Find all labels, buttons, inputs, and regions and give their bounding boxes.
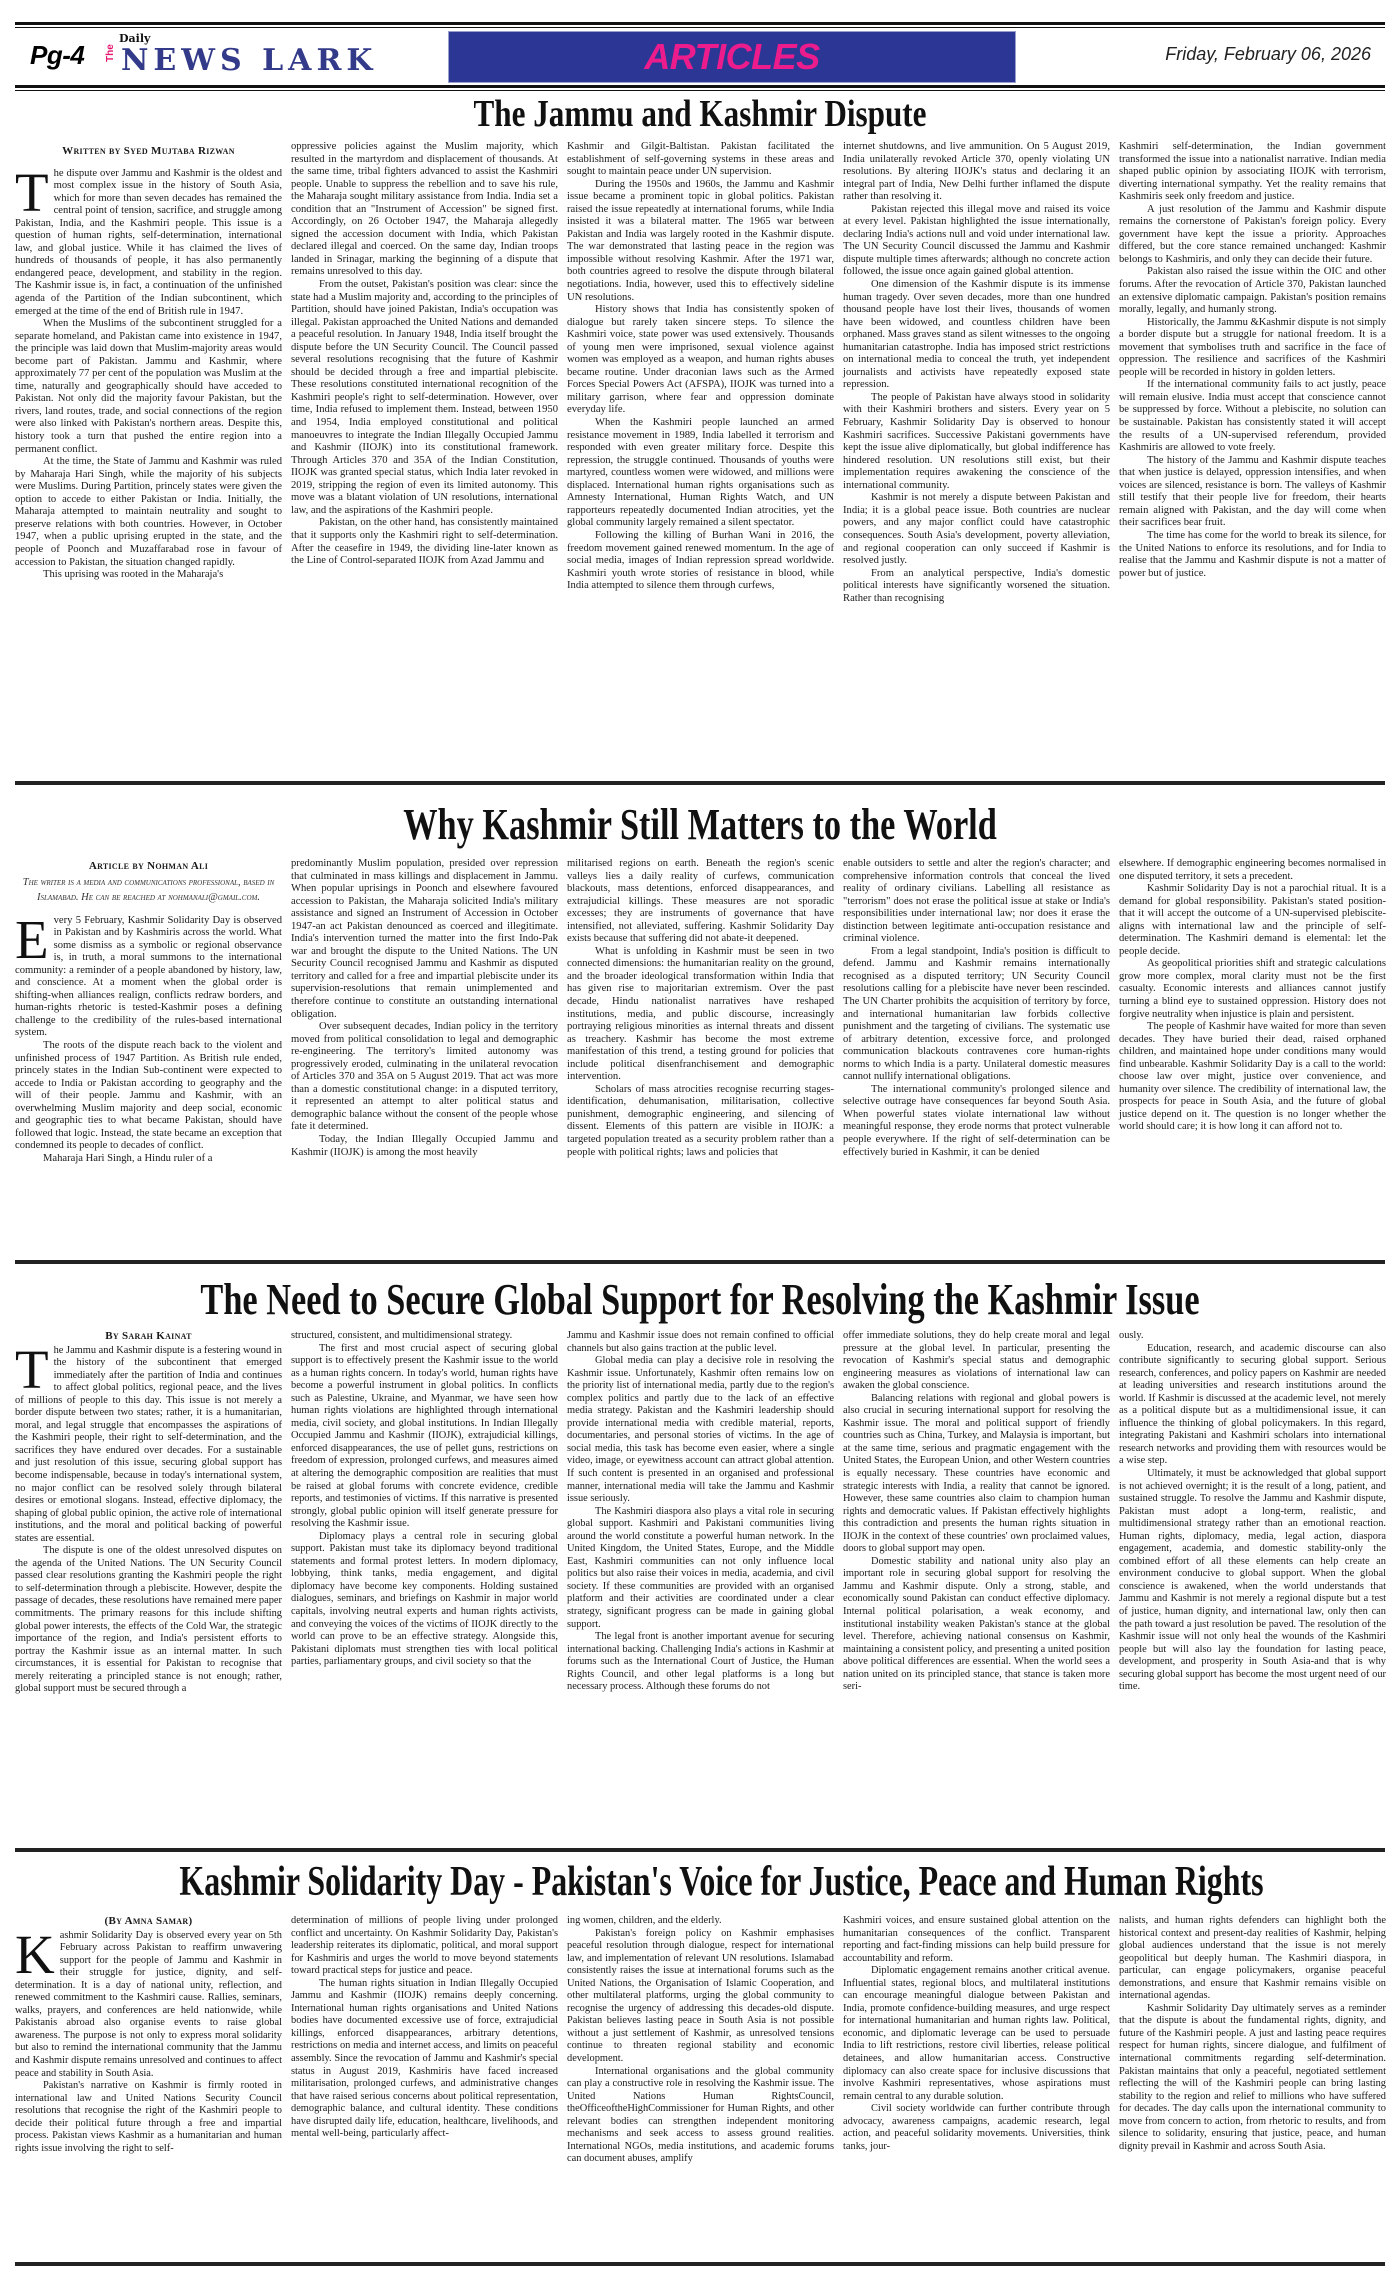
article-divider (15, 1260, 1385, 1264)
paragraph: he dispute over Jammu and Kashmir is the oldest and most complex issue in the history of South Asia, which for more than seven decades has remained the central point of tension, sacrifice, and struggle among Pakistan, India, and the Kashmiri people. This issue is a question of human rights, self-determination, international law, and global justice. While it has claimed the lives of hundreds of thousands of people, it has also permanently endangered peace, development, and stability in the region. The Kashmir issue is, in fact, a continuation of the unfinished agenda of the Partition of the Indian subcontinent, which emerged at the time of the end of British rule in 1947. (15, 167, 282, 317)
article-3-column-5 (1119, 1330, 1386, 1696)
paragraph: A just resolution of the Jammu and Kashmir dispute remains the cornerstone of Pakistan's foreign policy. Every government have kept the issue a priority. Approaches differed, but the core stance remained unchanged: Kashmir belongs to Kashmiris, and only they can decide their future. (1119, 203, 1386, 265)
paragraph: Kashmir and Gilgit-Baltistan. Pakistan facilitated the establishment of self-governing systems in these areas and sought to maintain peace under UN supervision. (567, 141, 834, 178)
paragraph: The international community's prolonged silence and selective outrage have consequences far beyond South Asia. When powerful states violate international law without meaningful response, they erode norms that protect vulnerable people everywhere. If the right of self-determination can be effectively buried in Kashmir, it can be denied (843, 1083, 1110, 1158)
paragraph: History shows that India has consistently spoken of dialogue but rarely taken sincere steps. To silence the Kashmiri voice, state power was used extensively. Thousands of young men were imprisoned, sexual violence against women was employed as a weapon, and human rights abuses became routine. Under draconian laws such as the Armed Forces Special Powers Act (AFSPA), IIOJK was turned into a military garrison, where fear and oppression dominate everyday life. (567, 304, 834, 416)
article-4-column-4 (843, 1915, 1110, 2166)
logo-daily: Daily (119, 32, 151, 45)
article-2-column-1 (15, 858, 282, 1165)
paragraph: nalists, and human rights defenders can highlight both the historical context and present-day realities of Kashmir, helping global audiences understand that the issue is not merely geopolitical but deeply human. The Kashmiri diaspora, in particular, can engage policymakers, organise peaceful demonstrations, and ensure that Kashmir remains visible on international agendas. (1119, 1915, 1386, 2002)
article-1-headline: The Jammu and Kashmir Dispute (473, 93, 927, 135)
paragraph: Pakistan, on the other hand, has consistently maintained that it supports only the Kashmiri right to self-determination. After the ceasefire in 1949, the dividing line-later known as the Line of Control-separated IIOJK from Azad Jammu and (291, 517, 558, 567)
article-3-column-4 (843, 1330, 1110, 1696)
article-4-column-1 (15, 1915, 282, 2166)
article-4-dropcap: K (15, 1923, 55, 1985)
paragraph: Over subsequent decades, Indian policy in the territory moved from political consolidation to legal and demographic re-engineering. The territory's limited autonomy was progressively eroded, culminating in the unilateral revocation of Articles 370 and 35A on 5 August 2019. That act was more than a domestic constitutional change: in a disputed territory, it represented an attempt to alter political status and demographic balance without the consent of the people whose fate it determined. (291, 1021, 558, 1133)
article-2-author-note: The writer is a media and communications professional, based in Islamabad. He can be reached at nohmanali@gmail.com. (22, 876, 275, 903)
paragraph: determination of millions of people living under prolonged conflict and uncertainty. On Kashmir Solidarity Day, Pakistan's leadership reiterates its diplomatic, political, and moral support for Kashmiris and urges the world to move beyond statements toward practical steps for justice and peace. (291, 1915, 558, 1977)
article-divider (15, 1848, 1385, 1852)
paragraph: structured, consistent, and multidimensional strategy. (291, 1330, 513, 1341)
paragraph: Pakistan's foreign policy on Kashmir emphasises peaceful resolution through dialogue, respect for international law, and implementation of relevant UN resolutions. Islamabad consistently raises the issue at international forums such as the United Nations, the Organisation of Islamic Cooperation, and other multilateral platforms, urging the global community to recognise the urgency of addressing this decades-old dispute. Pakistan believes lasting peace in South Asia is not possible without a just settlement of Kashmir, as unresolved tensions continue to threaten regional stability and economic development. (567, 1927, 834, 2065)
logo-the: The (105, 44, 116, 62)
paragraph: Kashmir is not merely a dispute between Pakistan and India; it is a global peace issue. Both countries are nuclear powers, and any major conflict could have catastrophic consequences. South Asia's development, poverty alleviation, and regional cooperation can only succeed if Kashmir is resolved justly. (843, 492, 1110, 567)
article-3 (15, 1330, 1385, 1696)
article-3-columns (15, 1330, 1385, 1696)
paragraph: The people of Pakistan have always stood in solidarity with their Kashmiri brothers and sisters. Every year on 5 February, Kashmir Solidarity Day is observed to honour Kashmiri sacrifices. Successive Pakistani governments have kept the issue alive diplomatically, but global indifference has hindered resolution. UN resolutions still exist, but their implementation requires awakening the conscience of the international community. (843, 391, 1110, 491)
paragraph: Kashmir Solidarity Day is not a parochial ritual. It is a demand for global responsibility. Pakistan's stated position-that it will accept the outcome of a UN-supervised plebiscite-aligns with international law and the principle of self-determination. The Kashmiri demand is elemental: let the people decide. (1119, 883, 1386, 957)
issue-date: Friday, February 06, 2026 (1165, 44, 1371, 64)
paragraph: ously. (1119, 1330, 1144, 1341)
paragraph: oppressive policies against the Muslim majority, which resulted in the martyrdom and displacement of thousands. At the same time, tribal fighters advanced to assist the Kashmiri people. Unable to suppress the rebellion and to save his rule, the Maharaja sought military assistance from India. India set a condition that an "Instrument of Accession" be signed first. Accordingly, on 26 October 1947, the Maharaja allegedly signed the accession document with India, which Pakistan declared illegal and coerced. On the same day, Indian troops landed in Srinagar, marking the beginning of a dispute that remains unresolved to this day. (291, 141, 558, 278)
article-4-byline: (By Amna Samar) (104, 1915, 193, 1927)
paragraph: The first and most crucial aspect of securing global support is to effectively present the Kashmir issue to the world as a human rights concern. In today's world, human rights have become a powerful instrument in global politics. In conflicts such as Palestine, Ukraine, and Myanmar, we have seen how human rights violations are highlighted through international media, civil society, and global institutions. In Indian Illegally Occupied Jammu and Kashmir (IIOJK), extrajudicial killings, enforced disappearances, the use of pellet guns, restrictions on freedom of expression, prolonged curfews, and measures aimed at altering the demographic composition are realities that must be raised at global forums with concrete evidence, credible reports, and testimonies of victims. If this narrative is presented strongly, global public opinion will itself generate pressure for resolving the Kashmir issue. (291, 1342, 558, 1530)
section-title: ARTICLES (644, 36, 820, 77)
section-banner (448, 31, 1016, 83)
paragraph: From a legal standpoint, India's position is difficult to defend. Jammu and Kashmir remains internationally recognised as a disputed territory; UN Security Council resolutions calling for a plebiscite have never been rescinded. The UN Charter prohibits the acquisition of territory by force, and international humanitarian law forbids collective punishment and the targeting of civilians. The systematic use of arbitrary detention, excessive force, and prolonged communication blackouts contravenes core human-rights norms to which India is a party. Unilateral domestic measures cannot nullify international obligations. (843, 945, 1110, 1083)
article-4 (15, 1915, 1385, 2166)
paragraph: Today, the Indian Illegally Occupied Jammu and Kashmir (IIOJK) is among the most heavily (291, 1134, 558, 1158)
paragraph: When the Muslims of the subcontinent struggled for a separate homeland, and Pakistan came into existence in 1947, the principle was laid down that Muslim-majority areas would become part of Pakistan. Jammu and Kashmir, where approximately 77 per cent of the population was Muslim at the time, naturally and geographically should have acceded to Pakistan. Not only did the majority favour Pakistan, but the rivers, land routes, trade, and social connections of the region were also linked with Pakistan's northern areas. Despite this, history took a turn that pushed the entire region into a permanent conflict. (15, 318, 282, 455)
article-3-column-3 (567, 1330, 834, 1696)
page-bottom-rule (15, 2262, 1385, 2266)
paragraph: As geopolitical priorities shift and strategic calculations grow more complex, moral clarity must not be the first casualty. Economic interests and alliances cannot justify turning a blind eye to sustained oppression. History does not forgive neutrality when injustice is plain and persistent. (1119, 958, 1386, 1020)
article-1-column-5 (1119, 141, 1386, 605)
paragraph: ashmir Solidarity Day is observed every year on 5th February across Pakistan to reaffirm unwavering support for the people of Jammu and Kashmir in their struggle for justice, dignity, and self-determination. It is a day of national unity, reflection, and renewed commitment to the Kashmiri cause. Rallies, seminars, walks, prayers, and conferences are held nationwide, while Pakistanis abroad also organise events to raise global awareness. The purpose is not only to express moral solidarity but also to remind the international community that the Jammu and Kashmir dispute remains unresolved and continues to affect peace and stability in South Asia. (15, 1929, 282, 2079)
article-4-column-3 (567, 1915, 834, 2166)
paragraph: From an analytical perspective, India's domestic political interests have significantly worsened the situation. Rather than recognising (843, 567, 1110, 604)
article-1-column-2 (291, 141, 558, 605)
article-2-headline: Why Kashmir Still Matters to the World (403, 800, 997, 849)
article-3-column-1 (15, 1330, 282, 1696)
masthead-bottom-rule (15, 85, 1385, 91)
paragraph: Civil society worldwide can further contribute through advocacy, awareness campaigns, academic research, legal action, and peaceful solidarity movements. Universities, think tanks, jour- (843, 2103, 1110, 2152)
article-4-column-5 (1119, 1915, 1386, 2166)
paragraph: Pakistan also raised the issue within the OIC and other forums. After the revocation of Article 370, Pakistan launched an extensive diplomatic campaign. Pakistan's position remains morally, legally, and humanly strong. (1119, 266, 1386, 316)
paragraph: Education, research, and academic discourse can also contribute significantly to securing global support. Serious research, conferences, and policy papers on Kashmir are needed at leading universities and research institutions around the world. If Kashmir is discussed at the academic level, not merely as a political dispute but as a multidimensional issue, it can influence the thinking of global policymakers. In this regard, integrating Pakistani and Kashmiri scholars into international research networks and providing them with resources would be a wise step. (1119, 1342, 1386, 1467)
paragraph: The roots of the dispute reach back to the violent and unfinished process of 1947 Partition. As British rule ended, princely states in the Indian Sub-continent were expected to accede to India or Pakistan according to geography and the will of their people. Jammu and Kashmir, with an overwhelming Muslim majority and deep social, economic and geographic ties to what became Pakistan, should have followed that logic. Instead, the state became an exception that condemned its people to decades of conflict. (15, 1040, 282, 1152)
paragraph: Global media can play a decisive role in resolving the Kashmir issue. Unfortunately, Kashmir often remains low on the priority list of international media, partly due to the region's complex politics and partly due to the lack of an effective media strategy. Pakistan and the Kashmiri leadership should provide international media with credible material, reports, documentaries, and personal stories of victims. In the age of social media, this task has become even easier, where a single video, image, or eyewitness account can attract global attention. If such content is presented in an organised and professional manner, international media will take the Jammu and Kashmir issue seriously. (567, 1355, 834, 1505)
paragraph: When the Kashmiri people launched an armed resistance movement in 1989, India labelled it terrorism and responded with even greater military force. Despite this repression, the struggle continued. Thousands of youths were martyred, countless women were widowed, and millions were displaced. International human rights organisations such as Amnesty International, Human Rights Watch, and UN rapporteurs repeatedly documented Indian atrocities, yet the global community largely remained a silent spectator. (567, 417, 834, 529)
paragraph: The people of Kashmir have waited for more than seven decades. They have buried their dead, raised orphaned children, and maintained hope under conditions many would find unbearable. Kashmir Solidarity Day is a call to the world: choose law over might, justice over convenience, and humanity over silence. The credibility of international law, the prospects for peace in South Asia, and the future of global justice depend on it. The question is no longer whether the world should care; it is how long it can afford not to. (1119, 1021, 1386, 1133)
article-4-column-2 (291, 1915, 558, 2166)
article-1-column-1 (15, 141, 282, 605)
article-3-headline: The Need to Secure Global Support for Resolving the Kashmir Issue (200, 1275, 1200, 1324)
logo-name: NEWS LARK (121, 43, 378, 78)
paragraph: If the international community fails to act justly, peace will remain elusive. India must accept that conscience cannot be suppressed by force. Without a plebiscite, no solution can be sustainable. Pakistan has consistently stated it will accept the results of a UN-supervised referendum, provided Kashmiris are allowed to vote freely. (1119, 379, 1386, 454)
paragraph: The legal front is another important avenue for securing international backing. Challenging India's actions in Kashmir at forums such as the International Court of Justice, the Human Rights Council, and other legal platforms is a long but necessary process. Although these forums do not (567, 1631, 834, 1693)
article-2-column-2 (291, 858, 558, 1165)
article-2-dropcap: E (15, 908, 49, 970)
paragraph: offer immediate solutions, they do help create moral and legal pressure at the global level. In particular, presenting the revocation of Kashmir's special status and demographic engineering measures as violations of international law can awaken the global conscience. (843, 1330, 1110, 1392)
paragraph: Maharaja Hari Singh, a Hindu ruler of a (43, 1152, 213, 1164)
paragraph: very 5 February, Kashmir Solidarity Day is observed in Pakistan and by Kashmiris across the world. What some dismiss as a symbolic or regional observance is, in truth, a moral summons to the international community: a reminder of a people abandoned by history, law, and conscience. At a moment when the global order is shifting-when alliances realign, conflicts redraw borders, and human-rights rhetoric is tested-Kashmir poses a defining challenge to the credibility of the rules-based international system. (15, 914, 282, 1039)
paragraph: enable outsiders to settle and alter the region's character; and comprehensive information controls that conceal the lived reality of ordinary civilians. Labelling all resistance as "terrorism" does not erase the political issue at stake or India's responsibilities under international law; nor does it erase the distinction between legitimate anti-occupation resistance and criminal violence. (843, 858, 1110, 945)
paragraph: What is unfolding in Kashmir must be seen in two connected dimensions: the humanitarian reality on the ground, and the broader ideological transformation within India that has given rise to majoritarian extremism. Over the past decade, Hindu nationalist narratives have reshaped institutions, media, and public discourse, increasingly portraying religious minorities as internal threats and dissent as treachery. Kashmir has become the most extreme manifestation of this trend, a testing ground for policies that include political disenfranchisement and demographic intervention. (567, 945, 834, 1083)
article-2-column-3 (567, 858, 834, 1165)
paragraph: The time has come for the world to break its silence, for the United Nations to enforce its resolutions, and for India to realise that the Jammu and Kashmir dispute is not a matter of power but of justice. (1119, 529, 1386, 579)
paragraph: The history of the Jammu and Kashmir dispute teaches that when justice is delayed, oppression intensifies, and when voices are silenced, resistance is born. The valleys of Kashmir still testify that their people live for freedom, their hearts remain aligned with Pakistan, and the day will come when their sacrifices bear fruit. (1119, 454, 1386, 529)
article-4-headline: Kashmir Solidarity Day - Pakistan's Voice for Justice, Peace and Human Rights (179, 1859, 1264, 1905)
page-number: Pg-4 (30, 40, 85, 70)
article-1 (15, 141, 1385, 605)
paragraph: internet shutdowns, and live ammunition. On 5 August 2019, India unilaterally revoked Article 370, openly violating UN resolutions. By altering IIOJK's status and declaring it an integral part of India, New Delhi further inflamed the dispute rather than resolving it. (843, 141, 1110, 203)
article-2-column-5 (1119, 858, 1386, 1165)
paragraph: This uprising was rooted in the Maharaja's (43, 569, 224, 581)
paragraph: The Kashmiri diaspora also plays a vital role in securing global support. Kashmiri and Pakistani communities living around the world constitute a powerful human network. In the United Kingdom, the United States, Europe, and the Middle East, Kashmiri communities can not only influence local politics but also raise their voices in media, academia, and civil society. If these communities are provided with an organised platform and their activities are coordinated under a clear strategy, significant progress can be made in gaining global support. (567, 1505, 834, 1630)
article-1-byline: Written by Syed Mujtaba Rizwan (62, 145, 235, 157)
article-4-columns (15, 1915, 1385, 2166)
paragraph: During the 1950s and 1960s, the Jammu and Kashmir issue became a prominent topic in global politics. Pakistan raised the issue repeatedly at international forums, while India insisted it was a bilateral matter. The 1965 war between Pakistan and India was largely rooted in the Kashmir dispute. The war demonstrated that lasting peace in the region was impossible without resolving Kashmir. After the 1971 war, both countries agreed to resolve the dispute through bilateral negotiations. India, however, used this to effectively sideline UN resolutions. (567, 178, 834, 303)
article-1-column-3 (567, 141, 834, 605)
paragraph: Kashmir Solidarity Day ultimately serves as a reminder that the dispute is about the fundamental rights, dignity, and future of the Kashmiri people. A just and lasting peace requires respect for human rights, sincere dialogue, and fulfilment of international commitments regarding self-determination. Pakistan maintains that only a peaceful, negotiated settlement reflecting the will of the Kashmiri people can bring lasting stability to the region and relief to millions who have suffered for decades. The day calls upon the international community to move from concern to action, from rhetoric to results, and from silence to solidarity, ensuring that justice, peace, and human dignity prevail in Kashmir and across South Asia. (1119, 2002, 1386, 2152)
article-divider (15, 781, 1385, 785)
article-3-dropcap: T (15, 1338, 49, 1400)
article-3-column-2 (291, 1330, 558, 1696)
article-2-columns (15, 858, 1385, 1165)
paragraph: International organisations and the global community can play a constructive role in resolving the Kashmir issue. The United Nations Human RightsCouncil, theOfficeoftheHighCommissioner for Human Rights, and other relevant bodies can strengthen independent monitoring mechanisms and seek access to assess ground realities. International NGOs, media institutions, and academic forums can document abuses, amplify (567, 2065, 834, 2165)
article-3-byline: By Sarah Kainat (105, 1330, 192, 1342)
paragraph: elsewhere. If demographic engineering becomes normalised in one disputed territory, it sets a precedent. (1119, 858, 1386, 882)
article-2 (15, 858, 1385, 1165)
paragraph: One dimension of the Kashmir dispute is its immense human tragedy. Over seven decades, more than one hundred thousand people have lost their lives, thousands of women have been widowed, and countless children have been orphaned. Mass graves stand as silent witnesses to the ongoing humanitarian catastrophe. India has imposed strict restrictions on international media to conceal the truth, yet independent journalists and activists have repeatedly exposed state repression. (843, 279, 1110, 391)
paragraph: Ultimately, it must be acknowledged that global support is not achieved overnight; it is the result of a long, patient, and sustained struggle. To resolve the Jammu and Kashmir dispute, Pakistan must adopt a long-term, realistic, and multidimensional strategy rather than an emotional reaction. Human rights, diplomacy, media, legal action, diaspora engagement, academia, and domestic stability-only the combined effort of all these elements can help create an environment conducive to global support. When the global conscience is awakened, when the world understands that Jammu and Kashmir is not merely a regional dispute but a test of justice, human dignity, and international law, only then can the path toward a just resolution be paved. The resolution of the Kashmir issue will not only heal the wounds of the Kashmiri people but will also lay the foundation for lasting peace, development, and prosperity in South Asia-and that is why securing global support has become the most urgent need of our time. (1119, 1468, 1386, 1693)
paragraph: At the time, the State of Jammu and Kashmir was ruled by Maharaja Hari Singh, while the majority of his subjects were Muslims. During Partition, princely states were given the option to accede to either Pakistan or India. Initially, the Maharaja attempted to maintain neutrality and sought to preserve relations with both countries. However, in October 1947, when a public uprising erupted in the state, and the people of Poonch and Muzaffarabad rose in favour of accession to Pakistan, the situation changed rapidly. (15, 456, 282, 568)
masthead (15, 28, 1385, 84)
paragraph: Diplomatic engagement remains another critical avenue. Influential states, regional blocs, and multilateral institutions can encourage meaningful dialogue between Pakistan and India, promote confidence-building measures, and urge respect for international humanitarian and human rights law. Political, economic, and diplomatic leverage can be used to persuade India to lift restrictions, restore civil liberties, release political detainees, and allow humanitarian access. Constructive diplomacy can also create space for inclusive discussions that involve Kashmiri representatives, whose aspirations must remain central to any durable solution. (843, 1965, 1110, 2102)
paragraph: Scholars of mass atrocities recognise recurring stages-identification, dehumanisation, militarisation, collective punishment, demographic engineering, and silencing of dissent. Elements of this pattern are visible in IIOJK: a targeted population treated as a security problem rather than a people with political rights; laws and policies that (567, 1083, 834, 1158)
paragraph: Diplomacy plays a central role in securing global support. Pakistan must take its diplomacy beyond traditional statements and formal protest letters. In modern diplomacy, lobbying, think tanks, media engagement, and digital diplomacy have become key components. Holding sustained dialogues, seminars, and briefings on Kashmir in major world capitals, involving neutral experts and human rights activists, and conveying the voices of the victims of IIOJK directly to the world can prove to be an effective strategy. Alongside this, Pakistani diplomats must strengthen ties with local political parties, parliamentary groups, and civil society so that the (291, 1530, 558, 1668)
paragraph: militarised regions on earth. Beneath the region's scenic valleys lies a daily reality of curfews, communication blackouts, mass detentions, enforced disappearances, and extrajudicial killings. These measures are not sporadic excesses; they are instruments of governance that have intensified, not alleviated, suffering. Kashmir Solidarity Day exists because that suffering did not abate-it deepened. (567, 858, 834, 945)
paragraph: Jammu and Kashmir issue does not remain confined to official channels but also gains traction at the public level. (567, 1330, 834, 1354)
paragraph: The human rights situation in Indian Illegally Occupied Jammu and Kashmir (IIOJK) remains deeply concerning. International human rights organisations and United Nations bodies have documented excessive use of force, extrajudicial killings, enforced disappearances, arbitrary detentions, restrictions on media and internet access, and limits on peaceful assembly. Since the revocation of Jammu and Kashmir's special status in August 2019, Kashmiris have faced increased militarisation, prolonged curfews, and administrative changes that have raised serious concerns about political representation, demographic balance, and cultural identity. These conditions have disrupted daily life, education, healthcare, livelihoods, and mental well-being, particularly affect- (291, 1977, 558, 2140)
paragraph: predominantly Muslim population, presided over repression that culminated in mass killings and displacement in Jammu. When popular uprisings in Poonch and elsewhere favoured accession to Pakistan, the Maharaja solicited India's military assistance and signed an Instrument of Accession in October 1947-an act Pakistan denounced as coerced and illegitimate. India's intervention turned the matter into the first Indo-Pak war and brought the dispute to the United Nations. The UN Security Council recognised Jammu and Kashmir as disputed territory and called for a free and impartial plebiscite under its supervision-resolutions that remain unimplemented and therefore continue to constitute an outstanding international obligation. (291, 858, 558, 1020)
newspaper-logo (105, 32, 378, 80)
paragraph: Balancing relations with regional and global powers is also crucial in securing international support for resolving the Kashmir issue. The moral and political support of friendly countries such as China, Turkey, and Malaysia is important, but at the same time, serious and pragmatic engagement with the United States, the European Union, and other Western countries is equally necessary. These countries have economic and strategic interests with India, a reality that cannot be ignored. However, these same countries also claim to champion human rights and democratic values. If Pakistan effectively highlights this contradiction and presents the human rights situation in IIOJK in the context of these countries' own proclaimed values, doors to global support may open. (843, 1392, 1110, 1555)
article-2-byline: Article by Nohman Ali (88, 860, 209, 872)
paragraph: Kashmiri self-determination, the Indian government transformed the issue into a nationalist narrative. Indian media shaped public opinion by associating IIOJK with terrorism, diverting international sympathy. Yet the reality remains that Kashmiris seek only freedom and justice. (1119, 141, 1386, 203)
paragraph: ing women, children, and the elderly. (567, 1915, 722, 1926)
paragraph: Historically, the Jammu &Kashmir dispute is not simply a border dispute but a struggle for national freedom. It is a movement that symbolises truth and sacrifice in the face of oppression. The resilience and sacrifices of the Kashmiri people will be recorded in history in golden letters. (1119, 316, 1386, 378)
paragraph: Following the killing of Burhan Wani in 2016, the freedom movement gained renewed momentum. In the age of social media, images of Indian repression spread worldwide. Kashmiri youth wrote stories of resistance in blood, while India attempted to silence them through curfews, (567, 529, 834, 592)
paragraph: Kashmiri voices, and ensure sustained global attention on the humanitarian consequences of the conflict. Transparent reporting and fact-finding missions can help build pressure for accountability and reform. (843, 1915, 1110, 1964)
paragraph: Pakistan's narrative on Kashmir is firmly rooted in international law and United Nations Security Council resolutions that recognise the right of the Kashmiri people to decide their political future through a free and impartial process. Pakistan views Kashmir as a humanitarian and human rights issue involving the right to self- (15, 2080, 282, 2154)
article-2-column-4 (843, 858, 1110, 1165)
article-1-dropcap: T (15, 161, 49, 223)
article-1-columns (15, 141, 1385, 605)
paragraph: The dispute is one of the oldest unresolved disputes on the agenda of the United Nations. The UN Security Council passed clear resolutions granting the Kashmiri people the right to self-determination through a plebiscite. However, despite the passage of decades, these resolutions have remained mere paper commitments. The primary reasons for this include shifting global power interests, the effects of the Cold War, the strategic importance of the region, and India's persistent efforts to portray the Kashmir issue as an internal matter. In such circumstances, it is essential for Pakistan to recognise that merely reiterating a principled stance is not enough; rather, global support must be secured through a (15, 1545, 282, 1695)
paragraph: Pakistan rejected this illegal move and raised its voice at every level. Pakistan highlighted the issue internationally, declaring India's actions null and void under international law. The UN Security Council discussed the Jammu and Kashmir dispute multiple times afterwards; although no concrete action followed, the issue once again gained global attention. (843, 203, 1110, 278)
paragraph: Domestic stability and national unity also play an important role in securing global support for resolving the Jammu and Kashmir dispute. Only a strong, stable, and economically sound Pakistan can conduct effective diplomacy. Internal political polarisation, a weak economy, and institutional instability weaken Pakistan's stance at the global level. Therefore, achieving national consensus on Kashmir, maintaining a consistent policy, and presenting a united position above political differences are essential. When the world sees a nation united on its principled stance, that stance is taken more seri- (843, 1555, 1110, 1693)
paragraph: he Jammu and Kashmir dispute is a festering wound in the history of the subcontinent that emerged immediately after the partition of India and continues to affect global politics, regional peace, and the lives of millions of people to this day. This issue is not merely a border dispute between two states; rather, it is a humanitarian, moral, and legal struggle that encompasses the aspirations of the Kashmiri people, their right to self-determination, and the sacrifices they have endured over decades. For a sustainable and just resolution of this issue, securing global support has become indispensable, because in today's international system, no major conflict can be resolved solely through bilateral desires or emotional slogans. Instead, effective diplomacy, the shaping of global public opinion, the active role of international institutions, and the moral and political backing of powerful states are essential. (15, 1344, 282, 1544)
paragraph: From the outset, Pakistan's position was clear: since the state had a Muslim majority and, according to the principles of Partition, should have joined Pakistan, India's occupation was illegal. Pakistan approached the United Nations and demanded a peaceful resolution. In January 1948, India itself brought the dispute before the UN Security Council. The Council passed several resolutions recognising that the future of Kashmir should be decided through a free and impartial plebiscite. These resolutions constituted international recognition of the Kashmiri people's right to self-determination. However, over time, India refused to implement them. Instead, between 1950 and 1954, India employed constitutional and political manoeuvres to integrate the Indian Illegally Occupied Jammu and Kashmir (IIOJK) into its constitutional framework. Through Articles 370 and 35A of the Indian Constitution, IIOJK was granted special status, which India later revoked in 2019, stripping the region of even its limited autonomy. This move was a blatant violation of UN resolutions, international law, and the aspirations of the Kashmiri people. (291, 279, 558, 516)
article-1-column-4 (843, 141, 1110, 605)
